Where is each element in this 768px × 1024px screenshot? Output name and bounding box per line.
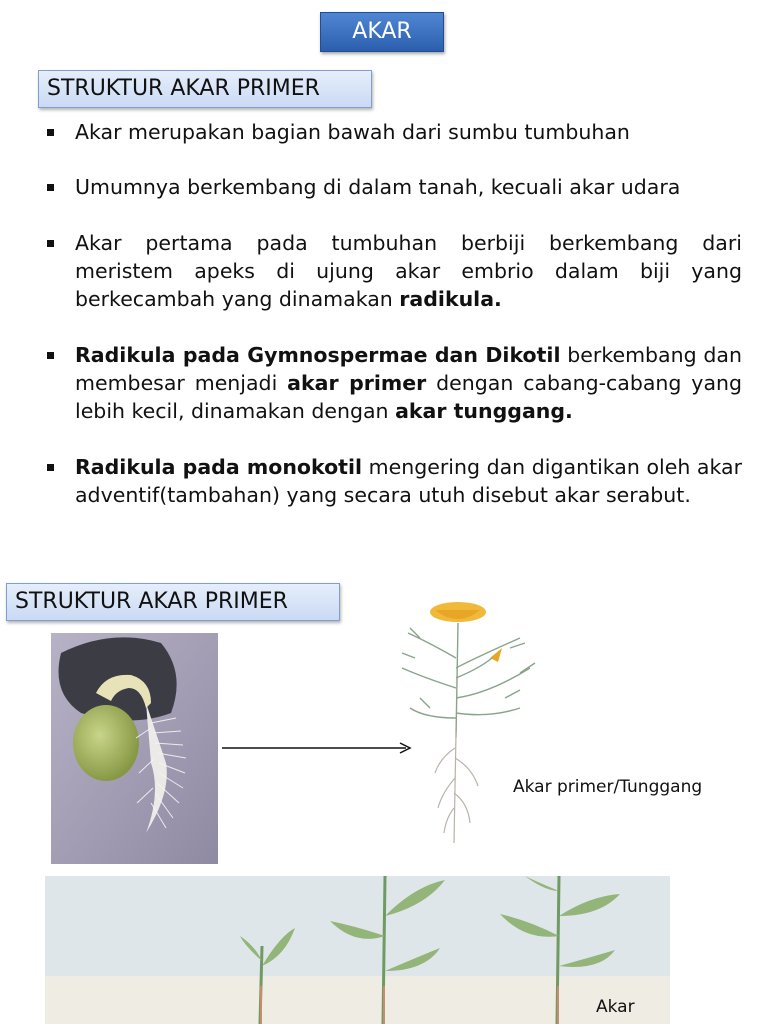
- seedlings-illustration: [45, 876, 670, 1024]
- bullet-bold-radikula: radikula.: [399, 287, 502, 311]
- bullet-marker: [47, 352, 54, 359]
- bullet-marker: [47, 464, 54, 471]
- bullet-bold-akar-tunggang: akar tunggang.: [395, 399, 573, 423]
- bullet-text-3: Akar pertama pada tumbuhan berbiji berkembang dari meristem apeks di ujung akar embrio dalam biji yang berkecambah yang dinamakan: [75, 231, 742, 311]
- germinating-seed-image: [51, 633, 218, 864]
- bullet-item-5: [44, 453, 742, 509]
- section-heading-1: STRUKTUR AKAR PRIMER: [38, 70, 372, 108]
- bullet-bold-monokotil: Radikula pada monokotil: [75, 455, 363, 479]
- bullet-list: [44, 118, 742, 537]
- taproot-plant-illustration: [380, 598, 560, 848]
- bullet-marker: [47, 129, 54, 136]
- bullet-text-1: Akar merupakan bagian bawah dari sumbu tumbuhan: [75, 120, 630, 144]
- page-title: AKAR: [320, 12, 444, 52]
- bullet-item-4: [44, 341, 742, 425]
- bullet-text-2: Umumnya berkembang di dalam tanah, kecuali akar udara: [75, 175, 681, 199]
- bullet-item-1: [44, 118, 742, 146]
- bullet-text-5: mengering dan digantikan oleh akar adventif(tambahan) yang secara utuh disebut akar serabut.: [75, 455, 742, 507]
- taproot-caption: Akar primer/Tunggang: [513, 777, 703, 797]
- adventitious-root-caption: Akar: [596, 997, 635, 1017]
- bullet-marker: [47, 240, 54, 247]
- section-heading-2: STRUKTUR AKAR PRIMER: [6, 583, 340, 621]
- bullet-item-2: [44, 173, 742, 201]
- bullet-bold-gymnospermae: Radikula pada Gymnospermae dan Dikotil: [75, 343, 561, 367]
- bullet-marker: [47, 184, 54, 191]
- bullet-bold-akar-primer: akar primer: [287, 371, 427, 395]
- bullet-item-3: [44, 229, 742, 313]
- bullet-text-4b: dengan cabang-cabang yang lebih kecil, dinamakan dengan: [75, 371, 743, 423]
- bullet-text-4a: berkembang dan membesar menjadi: [75, 343, 742, 395]
